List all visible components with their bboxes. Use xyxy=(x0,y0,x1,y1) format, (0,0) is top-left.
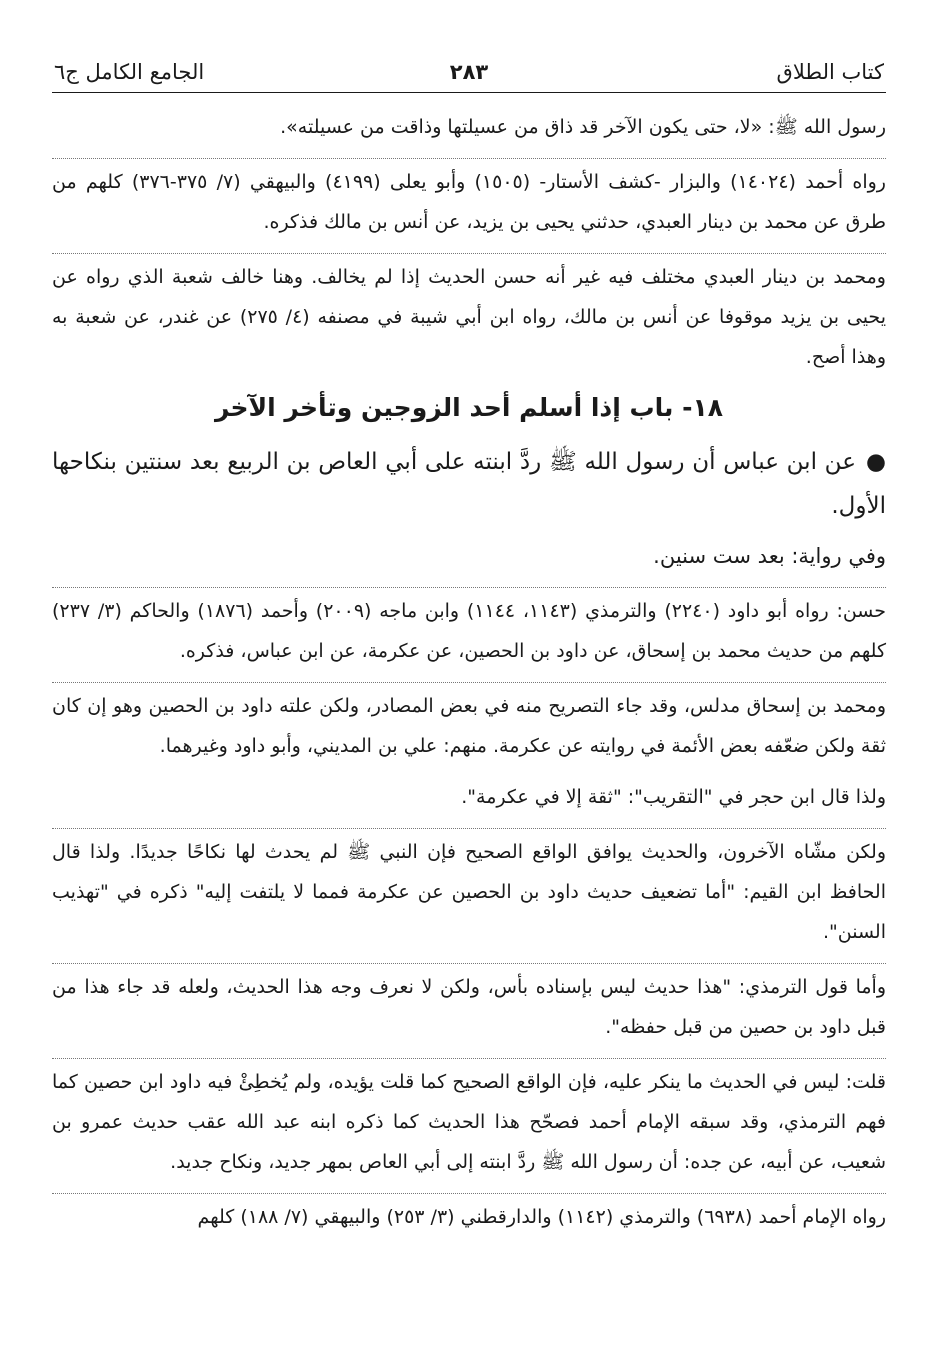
paragraph-tirmidhi: وأما قول الترمذي: "هذا حديث ليس بإسناده بأس، ولكن لا نعرف وجه هذا الحديث، ولعله قد جاء هذا من قبل داود بن حصين من قبل حفظه". xyxy=(52,963,886,1047)
paragraph-commentary: ومحمد بن دينار العبدي مختلف فيه غير أنه حسن الحديث إذا لم يخالف. وهنا خالف شعبة الذي رواه عن يحيى بن يزيد موقوفا عن أنس بن مالك، رواه ابن أبي شيبة في مصنفه (٤/ ٢٧٥) عن غندر، عن شعبة به وهذا أصح. xyxy=(52,253,886,377)
paragraph-illa: ومحمد بن إسحاق مدلس، وقد جاء التصريح منه في بعض المصادر، ولكن علته داود بن الحصين وهو إن كان ثقة ولكن ضعّفه بعض الأئمة في روايته عن عكرمة. منهم: علي بن المديني، وأبو داود وغيرهما. xyxy=(52,682,886,766)
page-body xyxy=(52,107,886,1237)
page-number: ٢٨٣ xyxy=(449,60,489,84)
hadith-text xyxy=(52,440,886,528)
bullet-icon: ● xyxy=(865,449,886,475)
hadith-body: عن ابن عباس أن رسول الله ﷺ ردَّ ابنته على أبي العاص بن الربيع بعد سنتين بنكاحها الأول. xyxy=(52,449,886,519)
chapter-title: كتاب الطلاق xyxy=(776,60,884,84)
riwaya-text: وفي رواية: بعد ست سنين. xyxy=(653,544,886,568)
book-title: الجامع الكامل ج٦ xyxy=(54,60,205,84)
paragraph-taqrib: ولذا قال ابن حجر في "التقريب": "ثقة إلا في عكرمة". xyxy=(461,786,886,808)
paragraph-qultu: قلت: ليس في الحديث ما ينكر عليه، فإن الواقع الصحيح كما قلت يؤيده، ولم يُخطِئْ فيه داود ابن حصين كما فهم الترمذي، وقد سبقه الإمام أحمد فصحّح هذا الحديث كما ذكره ابنه عبد الله عقب حديث عمرو بن شعيب، عن أبيه، عن جده: أن رسول الله ﷺ ردَّ ابنته إلى أبي العاص بمهر جديد، ونكاح جديد. xyxy=(52,1058,886,1182)
paragraph-hadith-ending: رسول الله ﷺ: «لا، حتى يكون الآخر قد ذاق من عسيلتها وذاقت من عسيلته». xyxy=(280,116,886,138)
book-page xyxy=(52,58,886,1248)
paragraph-ibn-qayyim: ولكن مشّاه الآخرون، والحديث يوافق الواقع الصحيح فإن النبي ﷺ لم يحدث لها نكاحًا جديدًا. ولذا قال الحافظ ابن القيم: "أما تضعيف حديث داود بن الحصين عن عكرمة فمما لا يلتفت إليه" ذكره في "تهذيب السنن". xyxy=(52,828,886,952)
paragraph-grading: حسن: رواه أبو داود (٢٢٤٠) والترمذي (١١٤٣، ١١٤٤) وابن ماجه (٢٠٠٩) وأحمد (١٨٧٦) والحاكم (٣/ ٢٣٧) كلهم من حديث محمد بن إسحاق، عن داود بن الحصين، عن عكرمة، عن ابن عباس، فذكره. xyxy=(52,587,886,671)
paragraph-last: رواه الإمام أحمد (٦٩٣٨) والترمذي (١١٤٢) والدارقطني (٣/ ٢٥٣) والبيهقي (٧/ ١٨٨) كلهم xyxy=(52,1193,886,1237)
section-heading: ١٨- باب إذا أسلم أحد الزوجين وتأخر الآخر xyxy=(214,393,724,422)
running-header xyxy=(52,58,886,93)
paragraph-takhrij: رواه أحمد (١٤٠٢٤) والبزار -كشف الأستار- (١٥٠٥) وأبو يعلى (٤١٩٩) والبيهقي (٧/ ٣٧٥-٣٧٦) كلهم من طرق عن محمد بن دينار العبدي، حدثني يحيى بن يزيد، عن أنس بن مالك فذكره. xyxy=(52,158,886,242)
